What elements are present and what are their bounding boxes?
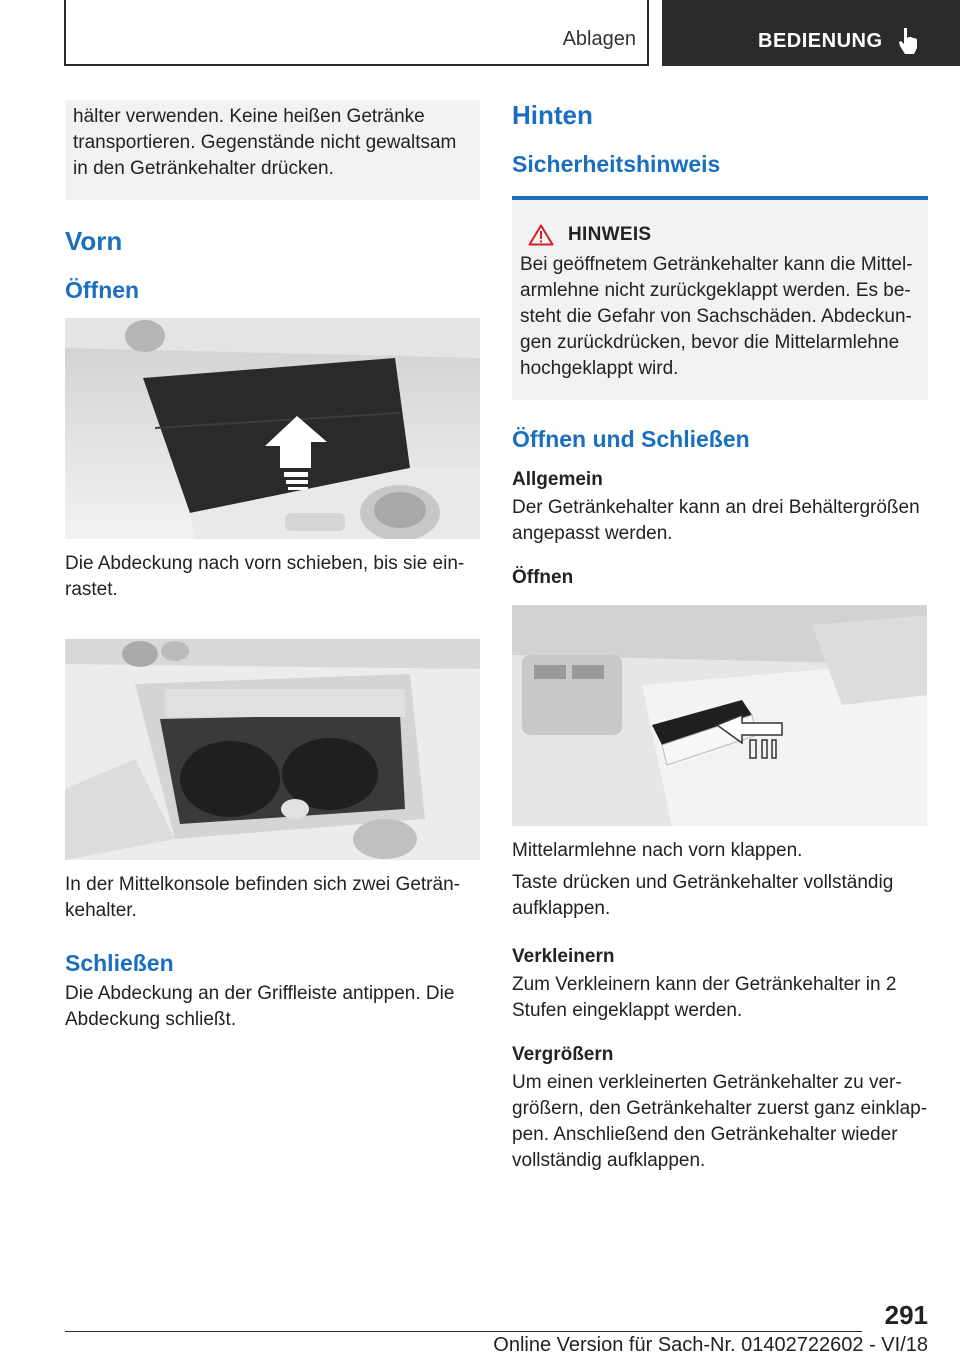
header-chapter-tab: [662, 0, 960, 66]
warning-title: HINWEIS: [568, 224, 652, 245]
heading-hinten: Hinten: [512, 100, 593, 130]
footer-online-version: Online Version für Sach-Nr. 01402722602 - VI/18: [493, 1334, 928, 1356]
footer-rule: [65, 1331, 862, 1332]
warning-text: Bei geöffnetem Getränkehalter kann die Mittel‐armlehne nicht zurückgeklappt werden. Es be‐steht die Gefahr von Sachschäden. Abdeckun‐gen zurückdrücken, bevor die Mittelarmlehne hochgeklappt wird.: [520, 254, 913, 379]
right-column: [512, 100, 928, 1174]
image-cupholders-front: [65, 639, 480, 860]
heading-verkleinern: Verkleinern: [512, 946, 615, 967]
image-rear-armrest: [512, 605, 927, 826]
caption-armrest: Mittelarmlehne nach vorn klappen.: [512, 840, 803, 861]
heading-sicherheitshinweis: Sicherheitshinweis: [512, 151, 721, 177]
header-divider: [647, 0, 649, 66]
header-section-title: Ablagen: [562, 28, 636, 50]
heading-oeffnen-schliessen: Öffnen und Schließen: [512, 426, 750, 452]
hand-pointer-icon: [895, 26, 923, 56]
header-left-rule: [64, 0, 66, 66]
heading-oeffnen-rear: Öffnen: [512, 567, 574, 588]
text-schliessen: Die Abdeckung an der Griffleiste antippen. Die Abdeckung schließt.: [65, 983, 455, 1030]
text-vergroessern: Um einen verkleinerten Getränkehalter zu ver‐größern, den Getränkehalter zuerst ganz einklap‐pen. Anschließend den Getränkehalter wieder vollständig aufklappen.: [512, 1072, 928, 1171]
warning-box: [512, 196, 928, 400]
caption-open-holder: Taste drücken und Getränkehalter vollständig aufklappen.: [512, 872, 894, 919]
page-number: 291: [884, 1300, 928, 1330]
heading-vergroessern: Vergrößern: [512, 1044, 614, 1065]
warning-triangle-icon: [528, 224, 554, 246]
caption-cover-slide: Die Abdeckung nach vorn schieben, bis sie ein‐rastet.: [65, 553, 465, 600]
left-column: [65, 100, 480, 1033]
caption-cupholders-front: In der Mittelkonsole befinden sich zwei Geträn‐kehalter.: [65, 874, 460, 921]
heading-schliessen: Schließen: [65, 950, 174, 976]
header-rule: [65, 64, 648, 66]
heading-vorn: Vorn: [65, 226, 123, 256]
image-cover-slide: [65, 318, 480, 539]
heading-oeffnen: Öffnen: [65, 277, 140, 303]
header-chapter-label: BEDIENUNG: [758, 30, 883, 52]
heading-allgemein: Allgemein: [512, 469, 603, 490]
text-allgemein: Der Getränkehalter kann an drei Behältergrößen angepasst werden.: [512, 497, 920, 544]
text-verkleinern: Zum Verkleinern kann der Getränkehalter in 2 Stufen eingeklappt werden.: [512, 974, 897, 1021]
note-text: hälter verwenden. Keine heißen Getränke transportieren. Gegenstände nicht gewaltsam in den Getränkehalter drücken.: [73, 106, 457, 179]
note-box: [65, 100, 480, 200]
